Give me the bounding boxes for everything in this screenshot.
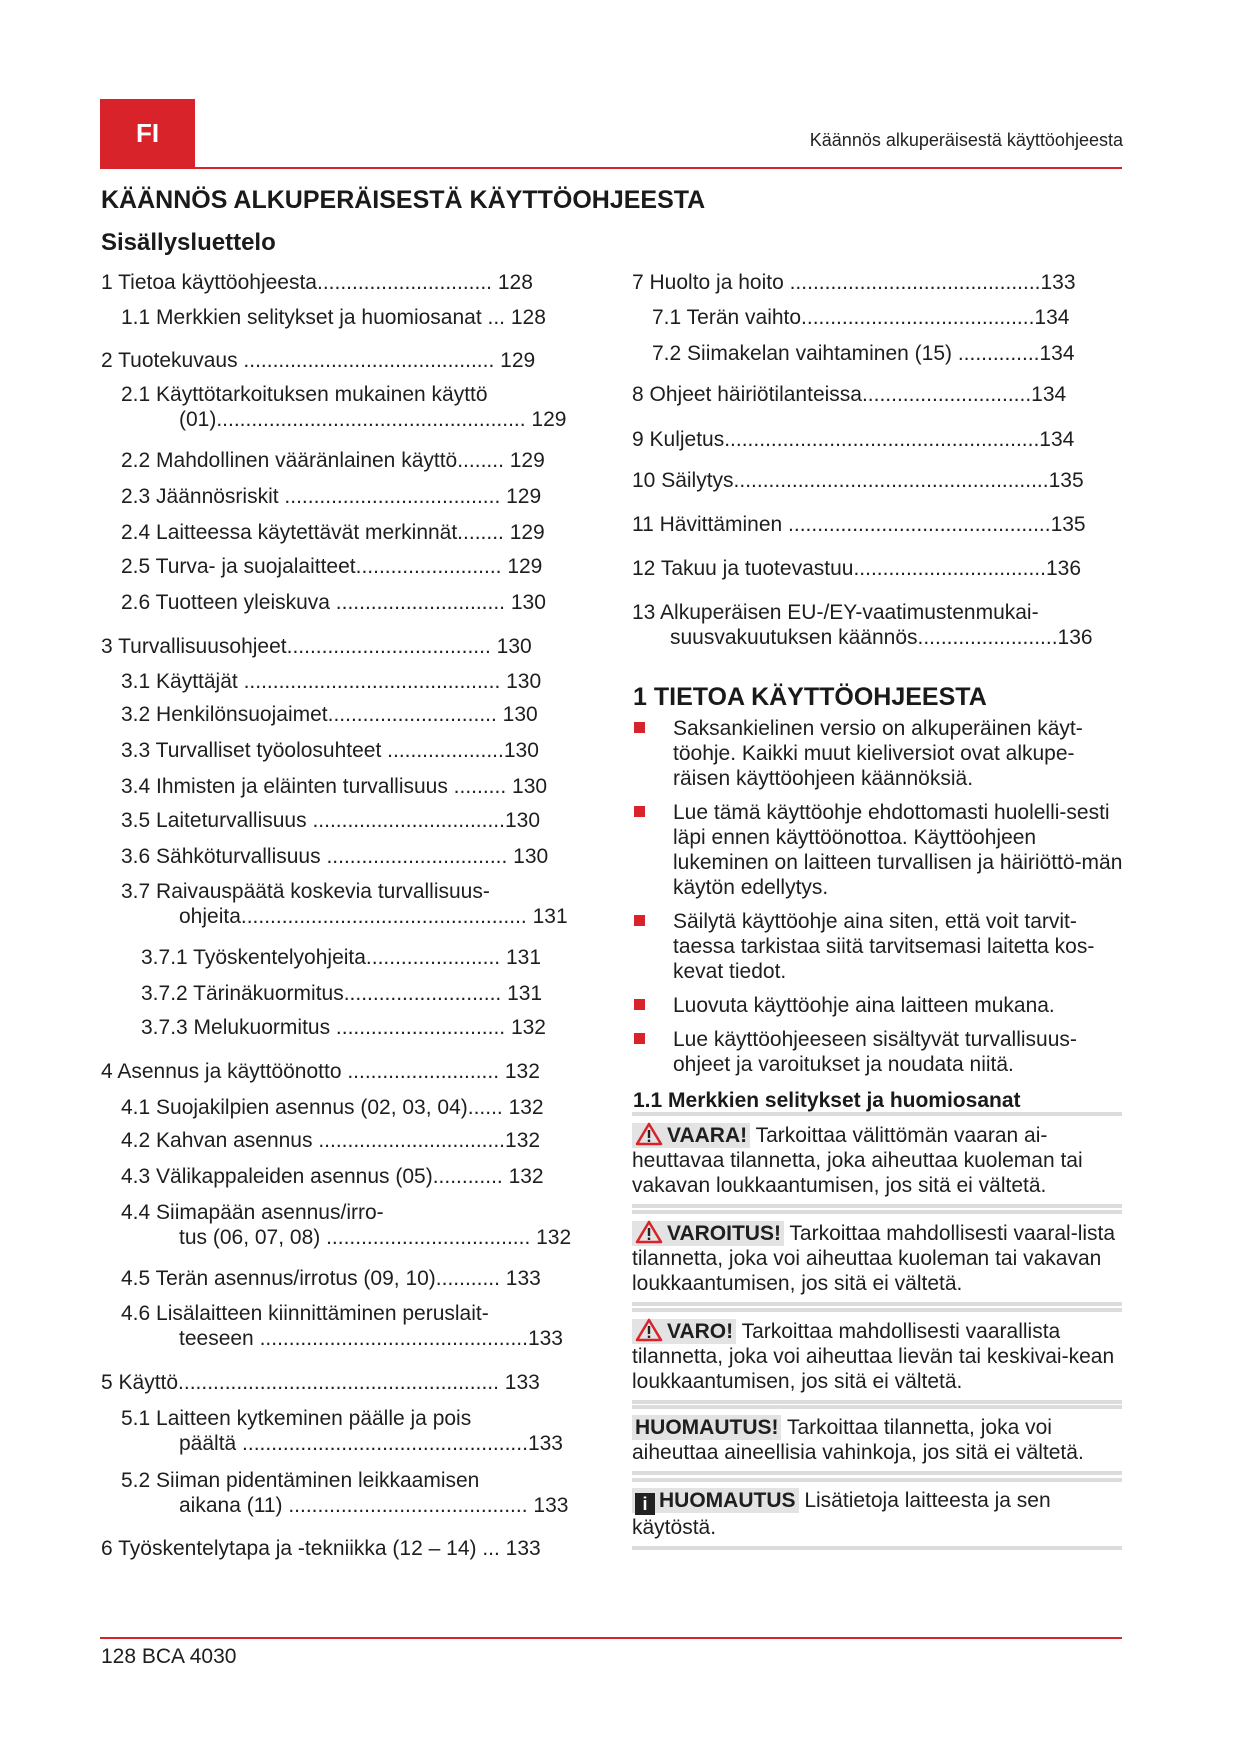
toc-entry-continuation: tus (06, 07, 08) ................................... 132 [179, 1226, 572, 1249]
section-1-bullet-list [633, 716, 1123, 1086]
section-1-heading: 1 TIETOA KÄYTTÖOHJEESTA [633, 683, 987, 711]
toc-entry[interactable]: 3.3 Turvalliset työolosuhteet ....................130 [121, 739, 539, 762]
notice-text: Lisätietoja laitteesta ja sen käytöstä. [632, 1489, 1051, 1539]
toc-entry[interactable] [121, 382, 566, 432]
warning-triangle-icon [635, 1122, 663, 1146]
bullet-text: Saksankielinen versio on alkuperäinen käyt-töohje. Kaikki muut kieliversiot ovat alkupe-räisen käyttöohjeen käännöksiä. [673, 717, 1083, 790]
toc-entry[interactable]: 10 Säilytys......................................................135 [632, 469, 1084, 492]
toc-entry[interactable]: 4.5 Terän asennus/irrotus (09, 10)........... 133 [121, 1267, 541, 1290]
toc-entry[interactable]: 2.3 Jäännösriskit ..................................... 129 [121, 485, 542, 508]
warning-triangle-icon [635, 1318, 663, 1342]
toc-entry-text: 2.1 Käyttötarkoituksen mukainen käyttö [121, 383, 488, 406]
toc-entry[interactable]: 12 Takuu ja tuotevastuu.................................136 [632, 557, 1082, 580]
toc-entry-continuation: aikana (11) ......................................... 133 [179, 1494, 569, 1517]
toc-entry[interactable]: 3.6 Sähköturvallisuus ............................... 130 [121, 845, 549, 868]
list-item [633, 909, 1123, 984]
bullet-text: Luovuta käyttöohje aina laitteen mukana. [673, 994, 1055, 1017]
toc-entry-text: 13 Alkuperäisen EU-/EY-vaatimustenmukai- [632, 601, 1039, 624]
header-divider [100, 167, 1122, 169]
toc-entry-continuation: (01)..................................................... 129 [179, 408, 567, 431]
notice-label: HUOMAUTUS! [632, 1415, 781, 1440]
notice-note [632, 1405, 1122, 1475]
notice-label: VAARA! [632, 1123, 750, 1148]
toc-entry[interactable]: 7 Huolto ja hoito ...........................................133 [632, 271, 1076, 294]
footer-page-label: 128 BCA 4030 [101, 1645, 237, 1668]
bullet-text: Lue käyttöohjeeseen sisältyvät turvallisuus-ohjeet ja varoitukset ja noudata niitä. [673, 1028, 1077, 1076]
toc-entry[interactable]: 8 Ohjeet häiriötilanteissa.............................134 [632, 383, 1067, 406]
toc-entry[interactable]: 3 Turvallisuusohjeet................................... 130 [101, 635, 532, 658]
toc-entry-continuation: päältä .................................................133 [179, 1432, 563, 1455]
bullet-text: Säilytä käyttöohje aina siten, että voit tarvit-taessa tarkistaa siitä tarvitsemasi laitetta kos-kevat tiedot. [673, 910, 1095, 983]
toc-entry-continuation: teeseen ..............................................133 [179, 1327, 563, 1350]
list-item [633, 993, 1123, 1018]
toc-entry-continuation: suusvakuutuksen käännös........................136 [670, 626, 1093, 649]
toc-entry[interactable]: 4.3 Välikappaleiden asennus (05)............ 132 [121, 1165, 544, 1188]
toc-entry[interactable]: 2.5 Turva- ja suojalaitteet......................... 129 [121, 555, 543, 578]
notice-danger [632, 1112, 1122, 1208]
toc-entry[interactable]: 7.1 Terän vaihto........................................134 [652, 306, 1070, 329]
section-1-1-heading: 1.1 Merkkien selitykset ja huomiosanat [633, 1089, 1021, 1112]
notice-text: Tarkoittaa mahdollisesti vaarallista tilannetta, joka voi aiheuttaa lievän tai keskivai-kean loukkaantumisen, jos sitä ei vältetä. [632, 1320, 1115, 1393]
red-square-bullet-icon [634, 806, 645, 817]
red-square-bullet-icon [634, 722, 645, 733]
toc-entry[interactable]: 4 Asennus ja käyttöönotto .......................... 132 [101, 1060, 540, 1083]
red-square-bullet-icon [634, 915, 645, 926]
toc-entry[interactable]: 6 Työskentelytapa ja -tekniikka (12 – 14) ... 133 [101, 1537, 541, 1560]
toc-entry-text: 4.6 Lisälaitteen kiinnittäminen peruslait- [121, 1302, 489, 1325]
notice-text: Tarkoittaa mahdollisesti vaaral-lista tilannetta, joka voi aiheuttaa kuoleman tai vakavan loukkaantumisen, jos sitä ei vältetä. [632, 1222, 1116, 1295]
toc-entry[interactable]: 1 Tietoa käyttöohjeesta.............................. 128 [101, 271, 533, 294]
toc-entry[interactable]: 2 Tuotekuvaus ........................................... 129 [101, 349, 536, 372]
red-square-bullet-icon [634, 1033, 645, 1044]
running-header-title: Käännös alkuperäisestä käyttöohjeesta [809, 130, 1123, 150]
toc-entry[interactable]: 4.1 Suojakilpien asennus (02, 03, 04)...... 132 [121, 1096, 544, 1119]
footer-divider [100, 1637, 1122, 1639]
toc-entry[interactable]: 3.7.3 Melukuormitus ............................. 132 [141, 1016, 546, 1039]
notice-label: VAROITUS! [632, 1221, 784, 1246]
toc-entry[interactable] [121, 1468, 568, 1518]
toc-entry[interactable]: 2.6 Tuotteen yleiskuva ............................. 130 [121, 591, 546, 614]
toc-entry[interactable]: 11 Hävittäminen .............................................135 [632, 513, 1086, 536]
language-tab: FI [100, 99, 195, 168]
toc-heading: Sisällysluettelo [101, 229, 276, 256]
warning-triangle-icon [635, 1220, 663, 1244]
toc-entry-text: 5.2 Siiman pidentäminen leikkaamisen [121, 1469, 480, 1492]
notice-warning [632, 1210, 1122, 1306]
notice-caution [632, 1308, 1122, 1404]
list-item [633, 800, 1123, 900]
toc-entry[interactable]: 5 Käyttö....................................................... 133 [101, 1371, 540, 1394]
toc-entry-text: 5.1 Laitteen kytkeminen päälle ja pois [121, 1407, 472, 1430]
toc-entry-continuation: ohjeita................................................. 131 [179, 905, 568, 928]
toc-entry[interactable]: 1.1 Merkkien selitykset ja huomiosanat ... 128 [121, 306, 546, 329]
notice-info [632, 1478, 1122, 1550]
toc-entry[interactable]: 3.5 Laiteturvallisuus .................................130 [121, 809, 541, 832]
toc-entry-text: 3.7 Raivauspäätä koskevia turvallisuus- [121, 880, 490, 903]
document-title: KÄÄNNÖS ALKUPERÄISESTÄ KÄYTTÖOHJEESTA [101, 186, 706, 214]
toc-entry[interactable]: 3.7.2 Tärinäkuormitus........................... 131 [141, 982, 543, 1005]
toc-entry[interactable]: 2.4 Laitteessa käytettävät merkinnät........ 129 [121, 521, 545, 544]
toc-entry[interactable]: 3.2 Henkilönsuojaimet............................. 130 [121, 703, 538, 726]
toc-entry[interactable]: 9 Kuljetus......................................................134 [632, 428, 1075, 451]
toc-entry[interactable] [121, 1301, 563, 1351]
info-icon: i [635, 1493, 655, 1515]
notice-text: Tarkoittaa tilannetta, joka voi aiheuttaa aineellisia vahinkoja, jos sitä ei vältetä. [632, 1416, 1084, 1464]
toc-entry[interactable] [121, 1406, 563, 1456]
toc-entry[interactable] [121, 879, 568, 929]
toc-entry[interactable]: 2.2 Mahdollinen vääränlainen käyttö........ 129 [121, 449, 545, 472]
toc-entry[interactable]: 3.1 Käyttäjät ............................................ 130 [121, 670, 542, 693]
toc-entry[interactable]: 3.7.1 Työskentelyohjeita....................... 131 [141, 946, 541, 969]
bullet-text: Lue tämä käyttöohje ehdottomasti huolelli-sesti läpi ennen käyttöönottoa. Käyttöohjeen lukeminen on laitteen turvallisen ja häiriöttö-män käytön edellytys. [673, 801, 1123, 899]
toc-entry[interactable]: 7.2 Siimakelan vaihtaminen (15) ..............134 [652, 342, 1075, 365]
toc-entry[interactable] [632, 600, 1093, 650]
notice-label: i HUOMAUTUS [632, 1488, 799, 1513]
red-square-bullet-icon [634, 999, 645, 1010]
notice-label: VARO! [632, 1319, 736, 1344]
list-item [633, 1027, 1123, 1077]
toc-entry[interactable]: 3.4 Ihmisten ja eläinten turvallisuus ......... 130 [121, 775, 548, 798]
toc-entry[interactable] [121, 1200, 571, 1250]
toc-entry[interactable]: 4.2 Kahvan asennus ................................132 [121, 1129, 541, 1152]
toc-entry-text: 4.4 Siimapään asennus/irro- [121, 1201, 384, 1224]
list-item [633, 716, 1123, 791]
notice-text: Tarkoittaa välittömän vaaran ai-heuttavaa tilannetta, joka aiheuttaa kuoleman tai vakavan loukkaantumisen, jos sitä ei vältetä. [632, 1124, 1083, 1197]
